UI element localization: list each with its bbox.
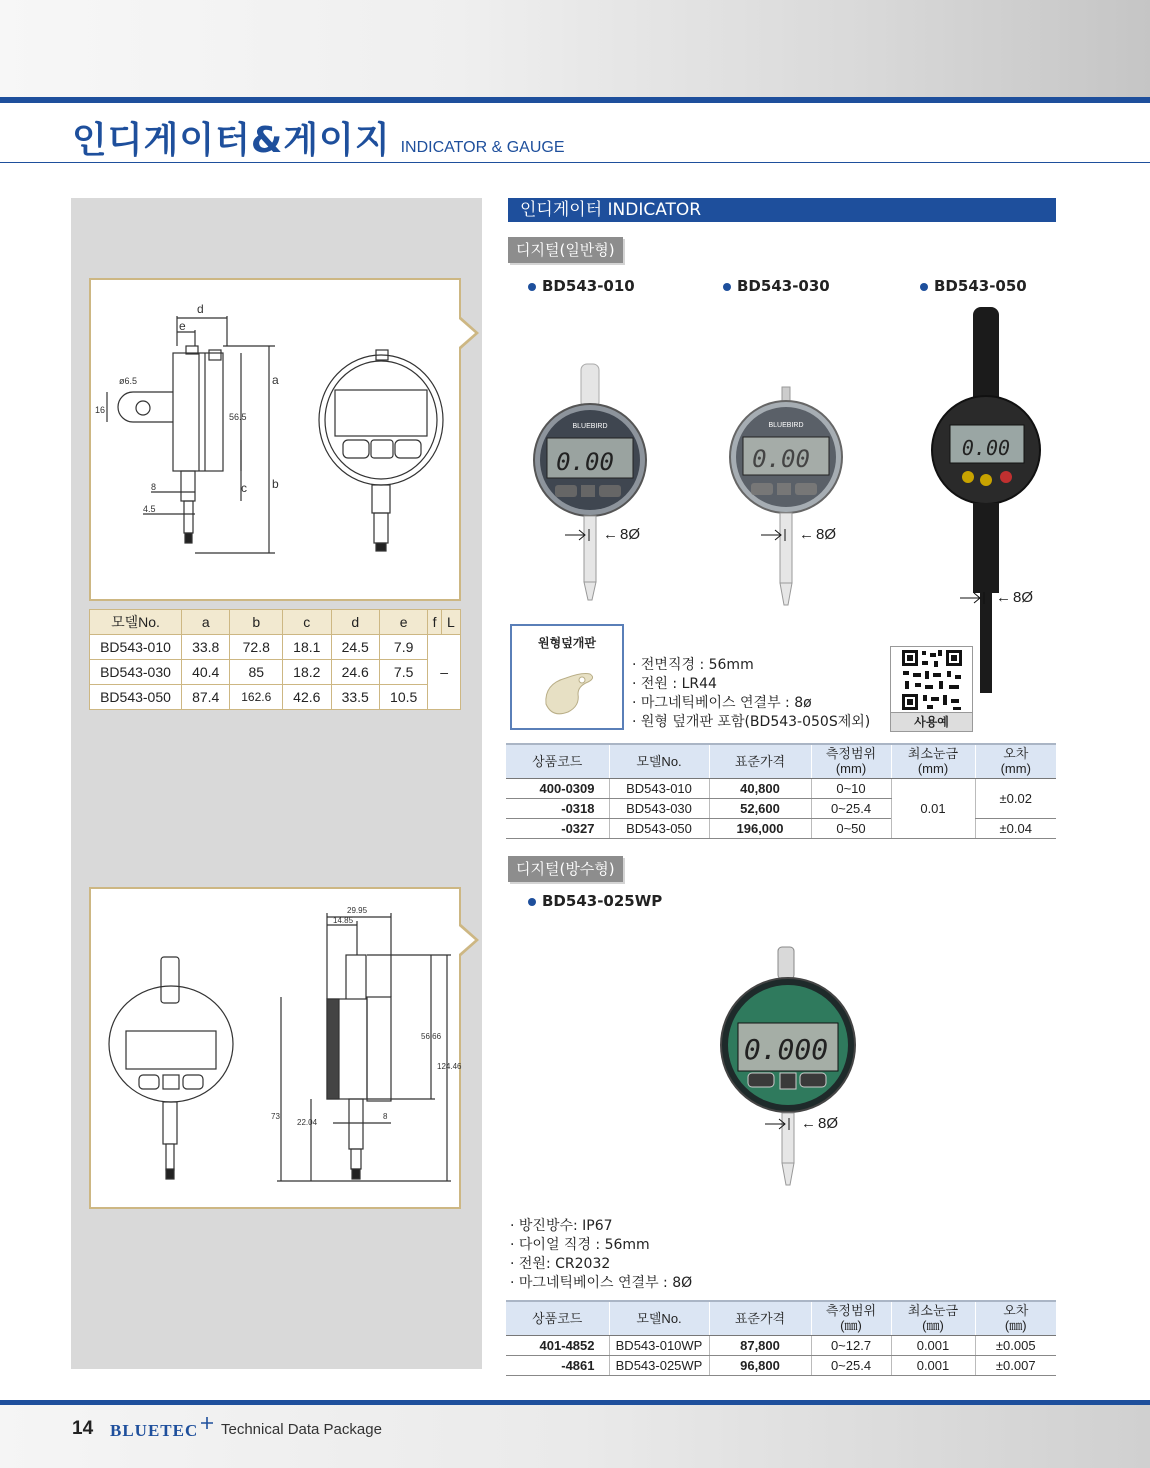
dim-header-l: L — [441, 610, 460, 635]
cell-price: 40,800 — [709, 778, 811, 798]
dim-cell: 24.6 — [331, 660, 379, 685]
dim-cell: 18.1 — [283, 635, 331, 660]
model-label-025wp — [528, 892, 662, 910]
header-error: 오차 (㎜) — [975, 1301, 1056, 1335]
brand-logo: BLUETEC — [110, 1421, 199, 1440]
callout-arrow-1 — [461, 317, 479, 349]
dim-cell: 85 — [230, 660, 283, 685]
header-rule — [0, 97, 1150, 103]
cell-min-scale: 0.01 — [891, 778, 975, 838]
dim-cell: BD543-030 — [90, 660, 182, 685]
stem-diameter-label: ← 8Ø — [996, 589, 1034, 606]
dim-cell: 33.5 — [331, 685, 379, 710]
dim-cell: 18.2 — [283, 660, 331, 685]
cell-price: 196,000 — [709, 818, 811, 838]
dim-cell: 72.8 — [230, 635, 283, 660]
header-model: 모델No. — [609, 1301, 709, 1335]
dim-cell: 24.5 — [331, 635, 379, 660]
page-title — [72, 112, 564, 163]
cell-error: ±0.007 — [975, 1355, 1056, 1375]
dim-label-45: 4.5 — [143, 504, 156, 514]
cell-min-scale: 0.001 — [891, 1335, 975, 1355]
dim-label-12446: 124.46 — [437, 1062, 462, 1071]
header-model: 모델No. — [609, 744, 709, 778]
spec-item: · 방진방수: IP67 — [510, 1217, 692, 1236]
dim-label-2204: 22.04 — [297, 1118, 318, 1127]
cell-price: 96,800 — [709, 1355, 811, 1375]
spec-item: · 마그네틱베이스 연결부 : 8ø — [632, 694, 870, 713]
table-row — [90, 660, 461, 685]
dim-header-f: f — [428, 610, 441, 635]
dim-label-8: 8 — [151, 482, 157, 492]
arrow-icon — [565, 528, 597, 542]
brand-subtitle: Technical Data Package — [221, 1421, 382, 1438]
header-range: 측정범위 (mm) — [811, 744, 891, 778]
bullet-icon — [723, 283, 731, 291]
header-code: 상품코드 — [506, 1301, 609, 1335]
table-row — [90, 685, 461, 710]
cell-range: 0~10 — [811, 778, 891, 798]
table-row — [506, 1335, 1056, 1355]
title-underline — [0, 162, 1150, 163]
cell-error: ±0.005 — [975, 1335, 1056, 1355]
product-image-bd543-010 — [525, 360, 655, 620]
header-price: 표준가격 — [709, 1301, 811, 1335]
model-name: BD543-010 — [542, 277, 635, 295]
dial-brand: BLUEBIRD — [768, 422, 804, 429]
cell-min-scale: 0.001 — [891, 1355, 975, 1375]
lcd-reading: 0.00 — [961, 436, 1011, 460]
table-row — [90, 635, 461, 660]
dimension-drawing-1 — [89, 278, 461, 601]
spec-list-general — [632, 656, 870, 732]
drawing-1-svg — [91, 280, 459, 599]
cell-code: 400-0309 — [506, 778, 609, 798]
dim-header-d: d — [331, 610, 379, 635]
cell-price: 87,800 — [709, 1335, 811, 1355]
dim-header-b: b — [230, 610, 283, 635]
dimension-drawing-2 — [89, 887, 461, 1209]
price-table-header — [506, 744, 1056, 778]
cell-range: 0~50 — [811, 818, 891, 838]
dimension-table — [89, 609, 461, 710]
star-icon — [201, 1417, 213, 1429]
spec-item: · 마그네틱베이스 연결부 : 8Ø — [510, 1274, 692, 1293]
header-background — [0, 0, 1150, 98]
dim-label-a: a — [272, 373, 279, 387]
section-title-indicator: 인디게이터 INDICATOR — [508, 198, 1056, 222]
dim-cell: 42.6 — [283, 685, 331, 710]
dimension-table-header — [90, 610, 461, 635]
dim-cell: 7.9 — [379, 635, 427, 660]
cover-plate-box — [510, 624, 624, 730]
model-label-010 — [528, 277, 635, 295]
dim-cell: 87.4 — [182, 685, 230, 710]
arrow-icon — [761, 528, 793, 542]
cell-model: BD543-010 — [609, 778, 709, 798]
cell-model: BD543-025WP — [609, 1355, 709, 1375]
header-code: 상품코드 — [506, 744, 609, 778]
dim-cell-fl: – — [428, 635, 461, 710]
spec-item: · 다이얼 직경 : 56mm — [510, 1236, 692, 1255]
product-image-bd543-025wp — [720, 945, 860, 1190]
cell-range: 0~12.7 — [811, 1335, 891, 1355]
model-label-050 — [920, 277, 1027, 295]
dim-label-c: c — [241, 481, 247, 495]
dim-label-1485: 14.85 — [333, 916, 354, 925]
cell-model: BD543-010WP — [609, 1335, 709, 1355]
dim-label-73: 73 — [271, 1112, 280, 1121]
cover-plate-image — [538, 664, 602, 722]
cell-range: 0~25.4 — [811, 1355, 891, 1375]
dim-header-c: c — [283, 610, 331, 635]
subsection-tag-digital-general: 디지털(일반형) — [508, 237, 623, 263]
dim-label-5666: 56.66 — [421, 1032, 442, 1041]
page-number: 14 — [72, 1418, 94, 1439]
table-row — [506, 1355, 1056, 1375]
dim-cell: 7.5 — [379, 660, 427, 685]
dim-header-e: e — [379, 610, 427, 635]
header-range: 측정범위 (㎜) — [811, 1301, 891, 1335]
arrow-icon — [960, 591, 992, 605]
stem-diameter-value: 8Ø — [1013, 589, 1034, 606]
lcd-reading: 0.00 — [752, 445, 810, 473]
stem-diameter-label: ← 8Ø — [603, 526, 641, 543]
price-table-header — [506, 1301, 1056, 1335]
stem-diameter-label: ← 8Ø — [801, 1115, 839, 1132]
cell-code: 401-4852 — [506, 1335, 609, 1355]
page-title-korean: 인디게이터&게이지 — [72, 120, 391, 161]
cell-range: 0~25.4 — [811, 798, 891, 818]
qr-code-icon — [891, 647, 972, 713]
spec-list-waterproof — [510, 1217, 692, 1293]
price-table-general — [506, 743, 1056, 839]
model-name: BD543-050 — [934, 277, 1027, 295]
header-price: 표준가격 — [709, 744, 811, 778]
page-title-english: INDICATOR & GAUGE — [400, 139, 565, 156]
stem-diameter-value: 8Ø — [620, 526, 641, 543]
dim-cell: 33.8 — [182, 635, 230, 660]
dim-cell: BD543-050 — [90, 685, 182, 710]
model-name: BD543-030 — [737, 277, 830, 295]
spec-item: · 전원 : LR44 — [632, 675, 870, 694]
cell-code: -0327 — [506, 818, 609, 838]
cell-price: 52,600 — [709, 798, 811, 818]
qr-caption: 사용예 — [890, 712, 973, 732]
bullet-icon — [528, 283, 536, 291]
spec-item: · 전원: CR2032 — [510, 1255, 692, 1274]
spec-item: · 전면직경 : 56mm — [632, 656, 870, 675]
stem-diameter-value: 8Ø — [818, 1115, 839, 1132]
stem-diameter-label: ← 8Ø — [799, 526, 837, 543]
cell-model: BD543-030 — [609, 798, 709, 818]
dim-cell: 10.5 — [379, 685, 427, 710]
dim-header-a: a — [182, 610, 230, 635]
cover-plate-title: 원형덮개판 — [538, 636, 596, 650]
drawing-2-svg — [91, 889, 462, 1207]
dial-brand: BLUEBIRD — [572, 423, 608, 430]
stem-diameter-value: 8Ø — [816, 526, 837, 543]
dim-label-16: 16 — [95, 405, 106, 415]
bullet-icon — [920, 283, 928, 291]
dim-cell: BD543-010 — [90, 635, 182, 660]
model-name: BD543-025WP — [542, 892, 663, 910]
lcd-reading: 0.000 — [743, 1033, 829, 1066]
dim-label-phi: ø6.5 — [119, 376, 138, 386]
bullet-icon — [528, 898, 536, 906]
dim-label-e: e — [179, 319, 186, 333]
table-row — [506, 778, 1056, 798]
cell-code: -4861 — [506, 1355, 609, 1375]
header-min-scale: 최소눈금 (㎜) — [891, 1301, 975, 1335]
lcd-reading: 0.00 — [556, 448, 614, 476]
header-error: 오차 (mm) — [975, 744, 1056, 778]
cell-model: BD543-050 — [609, 818, 709, 838]
callout-arrow-2 — [461, 924, 479, 956]
cell-error: ±0.02 — [975, 778, 1056, 818]
cell-error: ±0.04 — [975, 818, 1056, 838]
dim-cell: 162.6 — [230, 685, 283, 710]
product-image-bd543-030 — [721, 385, 851, 615]
dim-label-8b: 8 — [383, 1112, 388, 1121]
header-min-scale: 최소눈금 (mm) — [891, 744, 975, 778]
cell-code: -0318 — [506, 798, 609, 818]
dim-label-d: d — [197, 302, 204, 316]
spec-item: · 원형 덮개판 포함(BD543-050S제외) — [632, 713, 870, 732]
dim-label-2995: 29.95 — [347, 906, 368, 915]
dim-cell: 40.4 — [182, 660, 230, 685]
model-label-030 — [723, 277, 830, 295]
arrow-icon — [765, 1117, 797, 1131]
dim-label-565: 56.5 — [229, 412, 247, 422]
subsection-tag-digital-waterproof: 디지털(방수형) — [508, 856, 623, 882]
price-table-waterproof — [506, 1300, 1056, 1376]
dim-header-model: 모델No. — [90, 610, 182, 635]
dim-label-b: b — [272, 477, 279, 491]
